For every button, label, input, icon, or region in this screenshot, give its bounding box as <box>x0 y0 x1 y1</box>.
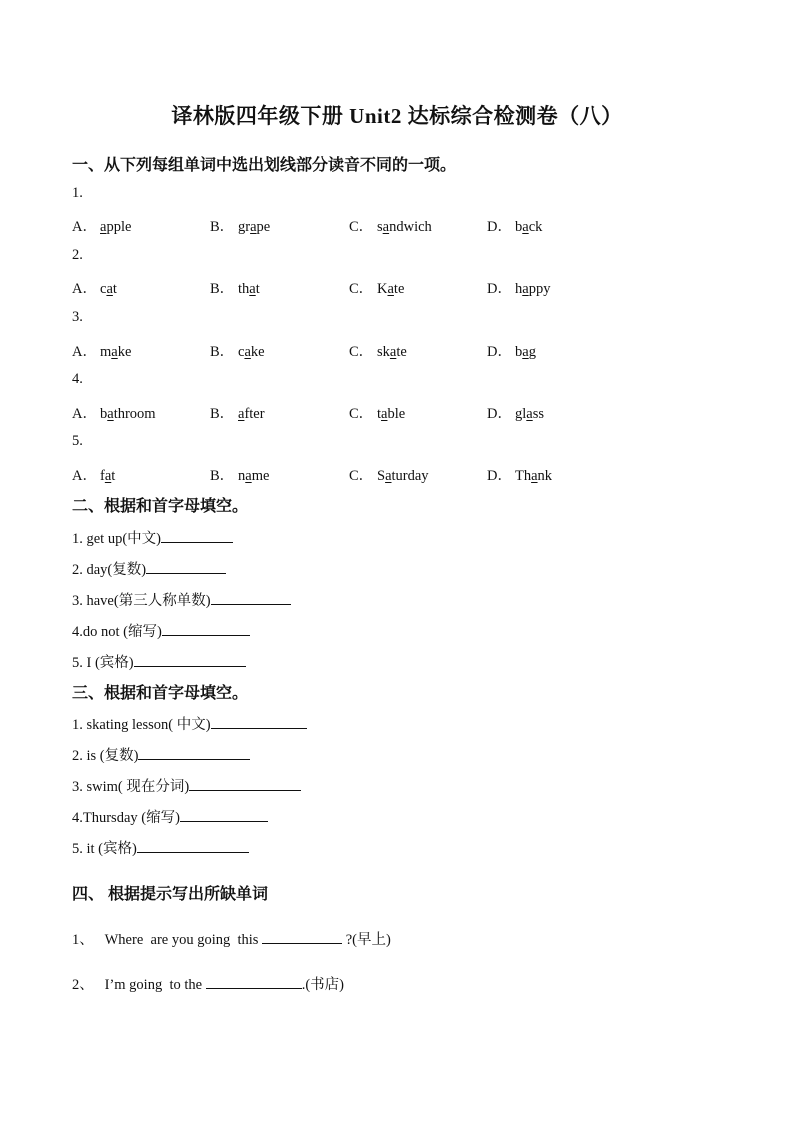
word-part: t <box>112 281 117 297</box>
word-part: m <box>100 344 112 360</box>
answer-option[interactable] <box>349 464 429 485</box>
option-letter: B． <box>210 406 235 422</box>
answer-blank[interactable] <box>211 714 307 729</box>
underlined-letter: a <box>100 219 107 235</box>
question-number: 3. <box>72 309 83 325</box>
question-number: 5. <box>72 433 83 449</box>
question-number: 2. <box>72 247 83 263</box>
section-2-item-1: 1. get up(中文) <box>72 527 233 548</box>
answer-blank[interactable] <box>206 974 302 989</box>
option-letter: D． <box>487 219 512 235</box>
section-4-heading: 四、 根据提示写出所缺单词 <box>72 886 269 903</box>
question-number: 4. <box>72 371 83 387</box>
option-letter: C． <box>349 406 374 422</box>
word-part: g <box>528 344 536 360</box>
word-part: S <box>377 468 386 484</box>
word-part: ss <box>532 406 545 422</box>
answer-blank[interactable] <box>162 621 250 636</box>
underlined-letter: a <box>522 281 529 297</box>
answer-blank[interactable] <box>137 838 249 853</box>
answer-option[interactable] <box>72 464 115 485</box>
underlined-letter: a <box>385 468 392 484</box>
underlined-letter: a <box>104 468 112 484</box>
underlined-letter: a <box>111 344 118 360</box>
underlined-letter: a <box>244 344 251 360</box>
answer-blank[interactable] <box>138 745 250 760</box>
word-part: te <box>393 281 405 297</box>
underlined-letter: a <box>249 281 256 297</box>
underlined-letter: a <box>106 281 113 297</box>
answer-option[interactable] <box>210 402 265 423</box>
answer-option[interactable] <box>349 402 405 423</box>
word-part: t <box>111 468 116 484</box>
option-letter: C． <box>349 281 374 297</box>
option-letter: A． <box>72 281 97 297</box>
section-2-item-2: 2. day(复数) <box>72 558 226 579</box>
section-4-item-2: 2、 I’m going to the .(书店) <box>72 973 344 994</box>
word-part: b <box>515 219 523 235</box>
answer-option[interactable] <box>487 277 550 298</box>
answer-option[interactable] <box>210 340 265 361</box>
underlined-letter: a <box>389 344 397 360</box>
option-letter: C． <box>349 344 374 360</box>
answer-blank[interactable] <box>161 528 233 543</box>
option-letter: A． <box>72 219 97 235</box>
underlined-letter: a <box>522 344 529 360</box>
answer-blank[interactable] <box>134 652 246 667</box>
answer-option[interactable] <box>72 340 131 361</box>
underlined-letter: a <box>522 219 529 235</box>
word-part: sk <box>377 344 390 360</box>
word-part: pe <box>256 219 271 235</box>
word-part: gr <box>238 219 251 235</box>
answer-option[interactable] <box>210 464 269 485</box>
underlined-letter: a <box>381 406 388 422</box>
section-3-item-4: 4.Thursday (缩写) <box>72 806 268 827</box>
word-part: t <box>255 281 260 297</box>
word-part: t <box>377 406 382 422</box>
question-number: 1. <box>72 185 83 201</box>
option-letter: B． <box>210 468 235 484</box>
option-letter: A． <box>72 344 97 360</box>
underlined-letter: a <box>238 406 245 422</box>
answer-option[interactable] <box>487 215 542 236</box>
answer-option[interactable] <box>210 277 260 298</box>
answer-option[interactable] <box>487 402 544 423</box>
word-part: f <box>100 468 105 484</box>
underlined-letter: a <box>250 219 257 235</box>
section-2-item-4: 4.do not (缩写) <box>72 620 250 641</box>
word-part: ke <box>117 344 132 360</box>
section-1-heading: 一、从下列每组单词中选出划线部分读音不同的一项。 <box>72 157 457 174</box>
answer-blank[interactable] <box>189 776 301 791</box>
answer-option[interactable] <box>349 340 407 361</box>
word-part: nk <box>537 468 553 484</box>
option-letter: B． <box>210 219 235 235</box>
section-2-heading: 二、根据和首字母填空。 <box>72 498 249 515</box>
word-part: turday <box>391 468 429 484</box>
answer-option[interactable] <box>487 464 552 485</box>
word-part: h <box>515 281 523 297</box>
word-part: ble <box>387 406 406 422</box>
answer-option[interactable] <box>72 277 117 298</box>
word-part: pple <box>106 219 132 235</box>
underlined-letter: a <box>245 468 252 484</box>
word-part: b <box>515 344 523 360</box>
section-3-heading: 三、根据和首字母填空。 <box>72 685 249 702</box>
option-letter: B． <box>210 344 235 360</box>
answer-option[interactable] <box>72 215 131 236</box>
answer-blank[interactable] <box>180 807 268 822</box>
option-letter: D． <box>487 406 512 422</box>
answer-option[interactable] <box>72 402 156 423</box>
page-title: 译林版四年级下册 Unit2 达标综合检测卷（八） <box>171 104 623 128</box>
answer-option[interactable] <box>487 340 536 361</box>
word-part: fter <box>244 406 265 422</box>
word-part: c <box>100 281 107 297</box>
word-part: s <box>377 219 383 235</box>
section-3-item-5: 5. it (宾格) <box>72 837 249 858</box>
section-3-item-3: 3. swim( 现在分词) <box>72 775 301 796</box>
word-part: c <box>238 344 245 360</box>
word-part: me <box>251 468 270 484</box>
answer-blank[interactable] <box>146 559 226 574</box>
answer-option[interactable] <box>349 277 404 298</box>
underlined-letter: a <box>387 281 394 297</box>
section-3-item-1: 1. skating lesson( 中文) <box>72 713 307 734</box>
section-3-item-2: 2. is (复数) <box>72 744 250 765</box>
underlined-letter: a <box>526 406 533 422</box>
word-part: ndwich <box>389 219 432 235</box>
word-part: ke <box>250 344 265 360</box>
word-part: n <box>238 468 246 484</box>
underlined-letter: a <box>382 219 390 235</box>
option-letter: B． <box>210 281 235 297</box>
word-part: K <box>377 281 388 297</box>
answer-option[interactable] <box>349 215 432 236</box>
option-letter: D． <box>487 468 512 484</box>
section-4-item-1: 1、 Where are you going this ?(早上) <box>72 928 391 949</box>
answer-blank[interactable] <box>211 590 291 605</box>
word-part: te <box>396 344 407 360</box>
section-2-item-3: 3. have(第三人称单数) <box>72 589 291 610</box>
word-part: ck <box>528 219 543 235</box>
word-part: Th <box>515 468 532 484</box>
word-part: b <box>100 406 108 422</box>
option-letter: A． <box>72 406 97 422</box>
answer-option[interactable] <box>210 215 270 236</box>
option-letter: C． <box>349 219 374 235</box>
word-part: th <box>238 281 250 297</box>
option-letter: A． <box>72 468 97 484</box>
option-letter: C． <box>349 468 374 484</box>
underlined-letter: a <box>531 468 538 484</box>
word-part: gl <box>515 406 527 422</box>
underlined-letter: a <box>107 406 114 422</box>
answer-blank[interactable] <box>262 929 342 944</box>
option-letter: D． <box>487 344 512 360</box>
word-part: ppy <box>528 281 551 297</box>
word-part: throom <box>113 406 156 422</box>
option-letter: D． <box>487 281 512 297</box>
section-2-item-5: 5. I (宾格) <box>72 651 246 672</box>
